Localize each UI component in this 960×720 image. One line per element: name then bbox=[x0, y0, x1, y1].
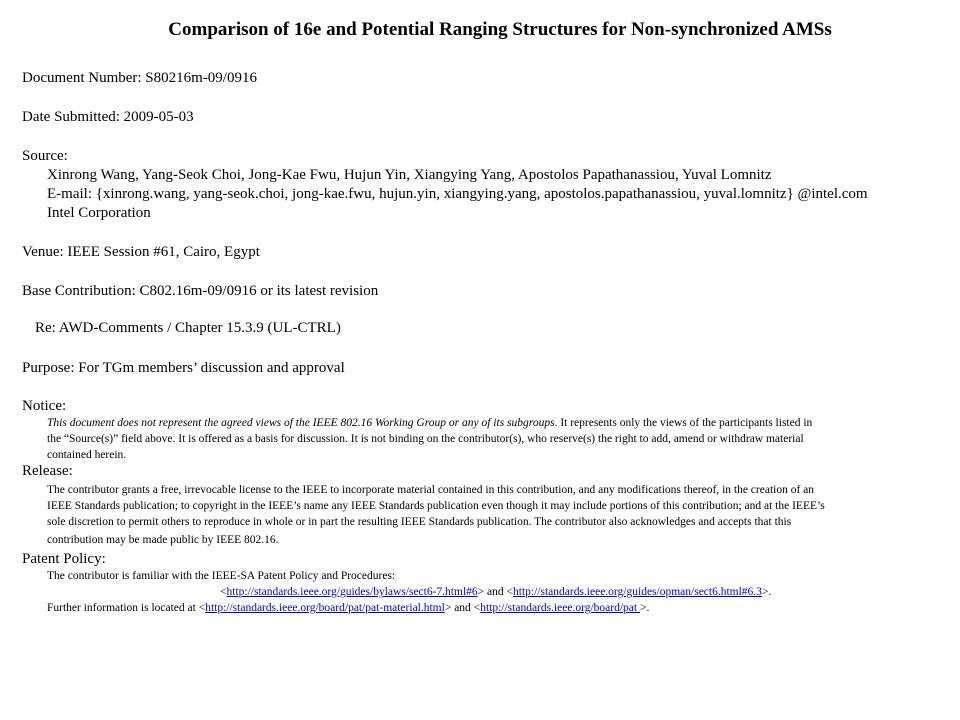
release-line-2: IEEE Standards publication; to copyright in the IEEE’s name any IEEE Standards publication even though it may include portions of this contribution; and at the IEEE’s bbox=[47, 500, 825, 512]
notice-line-3: contained herein. bbox=[47, 449, 127, 461]
patent-policy-line-2: <http://standards.ieee.org/guides/bylaws/sect6-7.html#6> and <http://standards.ieee.org/guides/opman/sect6.html#6.3>. bbox=[220, 586, 772, 598]
opman-link[interactable]: http://standards.ieee.org/guides/opman/sect6.html#6.3 bbox=[513, 586, 762, 598]
venue: Venue: IEEE Session #61, Cairo, Egypt bbox=[22, 244, 260, 260]
base-contribution: Base Contribution: C802.16m-09/0916 or its latest revision bbox=[22, 283, 379, 299]
notice-label: Notice: bbox=[22, 398, 67, 414]
release-line-4: contribution may be made public by IEEE 802.16. bbox=[47, 534, 279, 546]
notice-line-1 bbox=[47, 417, 812, 429]
release-line-3: sole discretion to permit others to reproduce in whole or in part the resulting IEEE Standards publication. The contributor also acknowledges and accepts that this bbox=[47, 516, 792, 528]
notice-disclaimer: This document does not represent the agreed views of the IEEE 802.16 Working Group or any of its subgroups bbox=[47, 417, 555, 429]
and-text: and bbox=[484, 586, 507, 598]
date-submitted: Date Submitted: 2009-05-03 bbox=[22, 109, 194, 125]
source-authors: Xinrong Wang, Yang-Seok Choi, Jong-Kae Fwu, Hujun Yin, Xiangying Yang, Apostolos Papathanassiou, Yuval Lomnitz bbox=[47, 167, 772, 183]
bylaws-link[interactable]: http://standards.ieee.org/guides/bylaws/sect6-7.html#6 bbox=[226, 586, 478, 598]
document-number: Document Number: S80216m-09/0916 bbox=[22, 70, 257, 86]
patent-policy-line-3: Further information is located at <http://standards.ieee.org/board/pat/pat-material.html> and <http://standards.ieee.org/board/pat >. bbox=[47, 602, 650, 614]
re-line: Re: AWD-Comments / Chapter 15.3.9 (UL-CTRL) bbox=[35, 320, 341, 336]
board-pat-link[interactable]: http://standards.ieee.org/board/pat bbox=[480, 602, 640, 614]
release-label: Release: bbox=[22, 463, 73, 479]
pat-material-link[interactable]: http://standards.ieee.org/board/pat/pat-material.html bbox=[205, 602, 445, 614]
further-info-text: Further information is located at bbox=[47, 602, 199, 614]
purpose: Purpose: For TGm members’ discussion and approval bbox=[22, 360, 345, 376]
source-label: Source: bbox=[22, 148, 68, 164]
notice-line-2: the “Source(s)” field above. It is offered as a basis for discussion. It is not binding on the contributor(s), who reserve(s) the right to add, amend or withdraw material bbox=[47, 433, 804, 445]
period-text: . bbox=[768, 586, 772, 598]
and-text-2: and bbox=[451, 602, 474, 614]
period-text-2: . bbox=[646, 602, 650, 614]
document-title: Comparison of 16e and Potential Ranging Structures for Non-synchronized AMSs bbox=[168, 19, 832, 40]
source-organization: Intel Corporation bbox=[47, 205, 151, 221]
notice-line-1-rest: . It represents only the views of the participants listed in bbox=[554, 417, 813, 429]
source-email: E-mail: {xinrong.wang, yang-seok.choi, jong-kae.fwu, hujun.yin, xiangying.yang, apostolos.papathanassiou, yuval.lomnitz} @intel.com bbox=[47, 186, 868, 202]
patent-policy-line-1: The contributor is familiar with the IEEE-SA Patent Policy and Procedures: bbox=[47, 570, 396, 582]
patent-policy-label: Patent Policy: bbox=[22, 551, 106, 567]
release-line-1: The contributor grants a free, irrevocable license to the IEEE to incorporate material contained in this contribution, and any modifications thereof, in the creation of an bbox=[47, 484, 815, 496]
